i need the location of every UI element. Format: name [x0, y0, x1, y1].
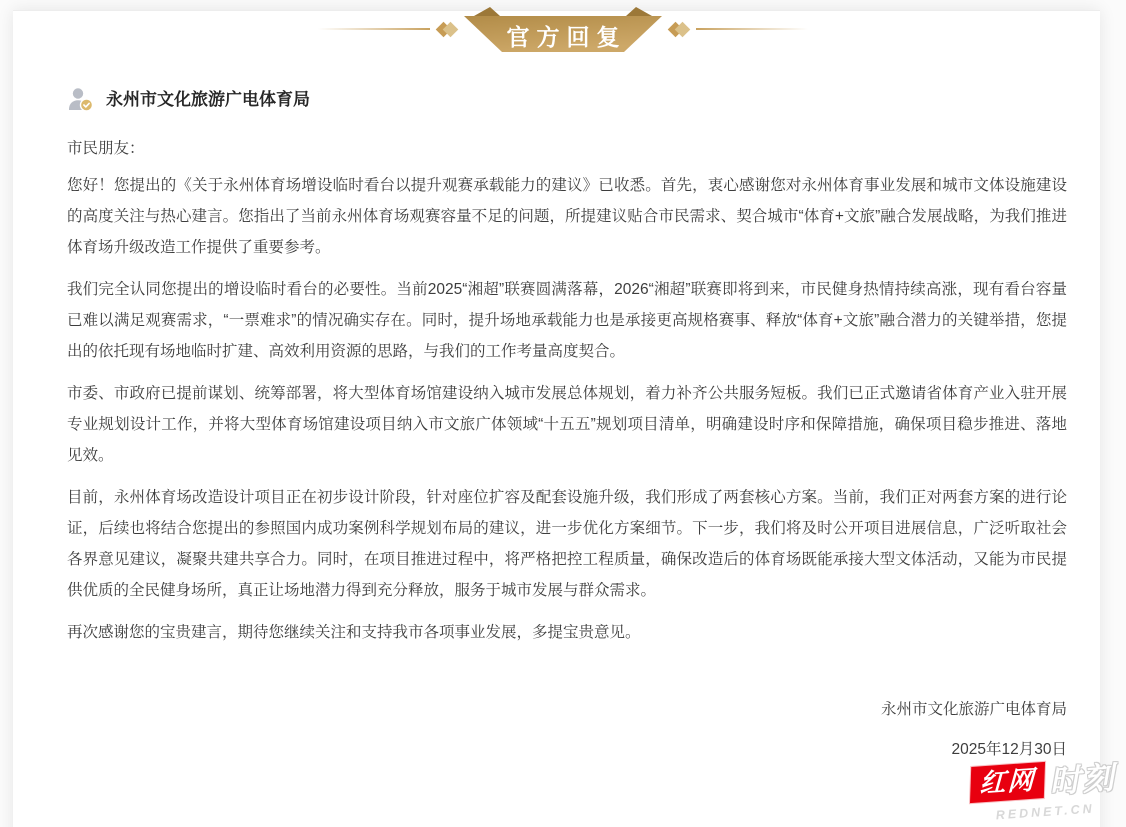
banner-line-left: [318, 28, 430, 30]
banner-title: 官方回复: [506, 24, 627, 51]
reply-paragraph: 目前，永州体育场改造设计项目正在初步设计阶段，针对座位扩容及配套设施升级，我们形成了两套核心方案。当前，我们正对两套方案的进行论证，后续也将结合您提出的参照国内成功案例科学规划布局的建议，进一步优化方案细节。下一步，我们将及时公开项目进展信息，广泛听取社会各界意见建议，凝聚共建共享合力。同时，在项目推进过程中，将严格把控工程质量，确保改造后的体育场既能承接大型文体活动，又能为市民提供优质的全民健身场所，真正让场地潜力得到充分释放，服务于城市发展与群众需求。: [67, 489, 1067, 599]
user-avatar-icon: [67, 86, 93, 112]
rednet-brand-badge: 红网: [970, 761, 1045, 802]
reply-paragraph: 我们完全认同您提出的增设临时看台的必要性。当前2025“湘超”联赛圆满落幕，2026“湘超”联赛即将到来，市民健身热情持续高涨，现有看台容量已难以满足观赛需求，“一票难求”的情况确实存在。同时，提升场地承载能力也是承接更高规格赛事、释放“体育+文旅”融合潜力的关键举措，您提出的依托现有场地临时扩建、高效利用资源的思路，与我们的工作考量高度契合。: [67, 281, 1067, 360]
rednet-brand-outline: 时刻: [1048, 759, 1117, 800]
official-reply-banner: [0, 6, 1126, 52]
banner-line-right: [696, 28, 808, 30]
reply-date: 2025年12月30日: [951, 741, 1067, 758]
banner-diamonds-left: [438, 24, 456, 35]
banner-diamonds-right: [670, 24, 688, 35]
department-name: 永州市文化旅游广电体育局: [106, 89, 310, 109]
reply-paragraph: 市委、市政府已提前谋划、统筹部署，将大型体育场馆建设纳入城市发展总体规划，着力补齐公共服务短板。我们已正式邀请省体育产业入驻开展专业规划设计工作，并将大型体育场馆建设项目纳入市文旅广体领域“十五五”规划项目清单，明确建设时序和保障措施，确保项目稳步推进、落地见效。: [67, 385, 1067, 464]
reply-paragraph: 再次感谢您的宝贵建言，期待您继续关注和支持我市各项事业发展，多提宝贵意见。: [67, 624, 641, 641]
department-header: [67, 85, 1067, 113]
rednet-logo-row: [969, 752, 1117, 807]
signature-department: 永州市文化旅游广电体育局: [880, 701, 1067, 718]
ribbon-banner: [464, 6, 662, 52]
rednet-watermark-logo: [969, 752, 1118, 824]
salutation: 市民朋友：: [67, 140, 145, 157]
rednet-domain: REDNET.CN: [995, 801, 1096, 823]
reply-content: [67, 0, 1067, 765]
reply-paragraph: 您好！您提出的《关于永州体育场增设临时看台以提升观赛承载能力的建议》已收悉。首先，衷心感谢您对永州体育事业发展和城市文体设施建设的高度关注与热心建言。您指出了当前永州体育场观赛容量不足的问题，所提建议贴合市民需求、契合城市“体育+文旅”融合发展战略，为我们推进体育场升级改造工作提供了重要参考。: [67, 177, 1067, 256]
